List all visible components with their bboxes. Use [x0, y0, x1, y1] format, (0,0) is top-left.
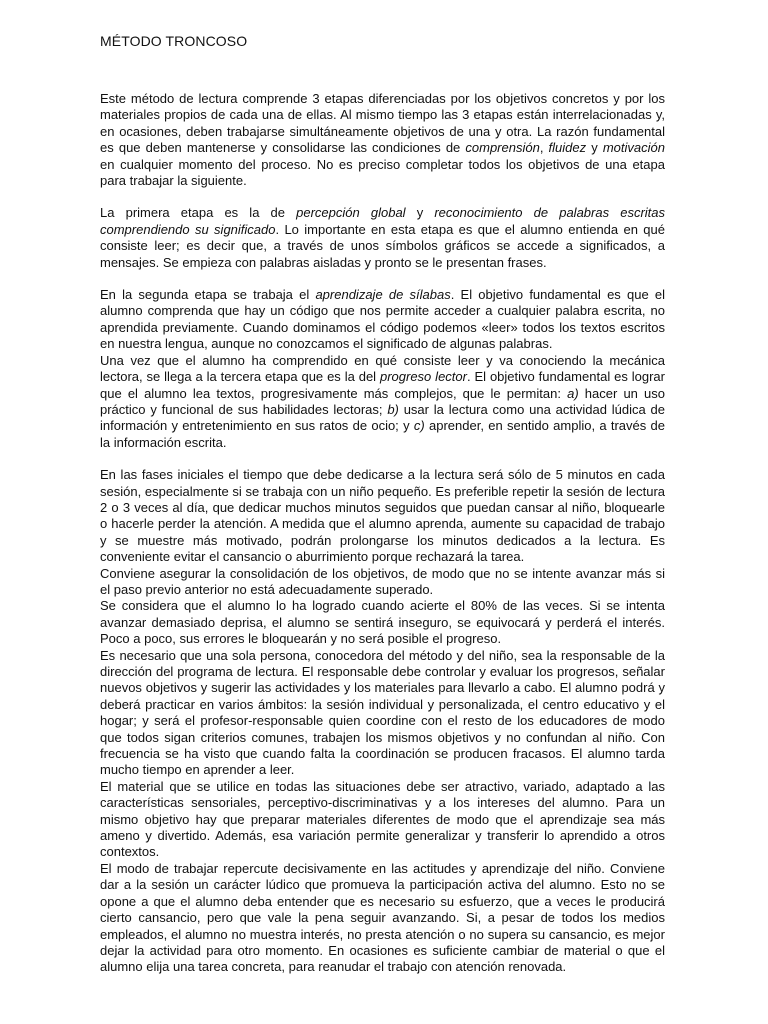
text-run: En la segunda etapa se trabaja el — [100, 287, 316, 303]
italic-term: a) — [567, 385, 579, 401]
text-run: Este método de lectura comprende 3 etapas diferenciadas por los objetivos concretos y por los materiales propios de cada una de ellas. Al mismo tiempo las 3 etapas están interrelacionadas y, en ocasiones, deben trabajarse simultáneamente objetivos de una y otra. La razón fundamental es que deben mantenerse y consolidarse las condiciones de — [100, 91, 665, 156]
italic-term: fluidez — [548, 140, 587, 156]
paragraph-materials: El material que se utilice en todas las situaciones debe ser atractivo, variado, adaptado a las características sensoriales, perceptivo-discriminativas y a los intereses del alumno. Para un mismo objetivo hay que preparar materiales diferentes de modo que el aprendizaje sea más ameno y divertido. Además, esa variación permite generalizar y transferir lo aprendido a otros contextos. — [100, 778, 665, 860]
paragraph-success-criteria: Se considera que el alumno lo ha logrado cuando acierte el 80% de las veces. Si se intenta avanzar demasiado deprisa, el alumno se sentirá inseguro, se equivocará y perderá el interés. Poco a poco, sus errores le bloquearán y no será posible el progreso. — [100, 598, 665, 647]
paragraph-working-mode: El modo de trabajar repercute decisivamente en las actitudes y aprendizaje del niño. Conviene dar a la sesión un carácter lúdico que promueva la participación activa del alumno. Esto no se opone a que el alumno deba entender que es necesario su esfuerzo, que a veces le producirá cierto cansancio, pero que vale la pena seguir avanzando. Si, a pesar de todos los medios empleados, el alumno no muestra interés, no presta atención o no supera su cansancio, es mejor dejar la actividad para otro momento. En ocasiones es suficiente cambiar de material o que el alumno elija una tarea concreta, para reanudar el trabajo con atención renovada. — [100, 860, 665, 975]
text-run: y — [405, 205, 435, 221]
text-run: Una vez que el alumno ha comprendido en qué consiste leer y va conociendo la mecánica lectora, se llega a la tercera etapa que es la del — [100, 352, 665, 385]
paragraph-first-stage — [100, 205, 665, 271]
text-run: . El objetivo fundamental es lograr que el alumno lea textos, progresivamente más complejos, que le permitan: — [100, 369, 665, 401]
italic-term: progreso lector — [379, 369, 467, 385]
text-run: usar la lectura como una actividad lúdica de información y entretenimiento en sus ratos de ocio; y — [100, 401, 665, 434]
italic-term: percepción global — [296, 205, 406, 221]
text-run: y — [586, 140, 603, 156]
paragraph-responsible-person: Es necesario que una sola persona, conocedora del método y del niño, sea la responsable de la dirección del programa de lectura. El responsable debe controlar y evaluar los progresos, señalar nuevos objetivos y sugerir las actividades y los materiales para llevarlo a cabo. El alumno podrá y deberá practicar en varios ámbitos: la sesión individual y personalizada, el centro educativo y el hogar; y será el profesor-responsable quien coordine con el resto de los educadores de modo que todos sigan criterios comunes, trabajen los mismos objetivos y no confundan al niño. Con frecuencia se ha visto que cuando falta la coordinación se producen fracasos. El alumno tarda mucho tiempo en aprender a leer. — [100, 647, 665, 778]
paragraph-consolidation: Conviene asegurar la consolidación de los objetivos, de modo que no se intente avanzar más si el paso previo anterior no está adecuadamente superado. — [100, 565, 665, 597]
text-run: , — [539, 140, 549, 156]
italic-term: b) — [387, 401, 399, 417]
text-run: La primera etapa es la de — [100, 205, 297, 221]
paragraph-initial-phases: En las fases iniciales el tiempo que debe dedicarse a la lectura será sólo de 5 minutos en cada sesión, especialmente si se trabaja con un niño pequeño. Es preferible repetir la sesión de lectura 2 o 3 veces al día, que dedicar muchos minutos seguidos que puedan cansar al niño, bloquearle o hacerle perder la atención. A medida que el alumno aprenda, aumente su capacidad de trabajo y se muestre más motivado, podrán prolongarse los minutos dedicados a la lectura. Es conveniente evitar el cansancio o aburrimiento porque rechazará la tarea. — [100, 467, 665, 565]
italic-term: motivación — [602, 140, 665, 156]
text-run: aprender, en sentido amplio, a través de la información escrita. — [100, 418, 666, 450]
italic-term: aprendizaje de sílabas — [315, 287, 451, 303]
text-run: . Lo importante en esta etapa es que el alumno entienda en qué consiste leer; es decir que, a través de unos símbolos gráficos se accede a significados, a mensajes. Se empieza con palabras aisladas y pronto se le presentan frases. — [100, 221, 665, 270]
text-run: . El objetivo fundamental es que el alumno comprenda que hay un código que nos permite acceder a cualquier palabra escrita, no aprendida previamente. Cuando dominamos el código podemos «leer» todos los textos escritos en nuestra lengua, aunque no conozcamos el significado de algunas palabras. — [100, 287, 666, 352]
paragraph-third-stage — [100, 353, 665, 451]
italic-term: reconocimiento de palabras escritas comprendiendo su significado — [100, 205, 666, 237]
document-page — [100, 33, 665, 976]
paragraph-intro — [100, 91, 665, 189]
paragraph-second-stage — [100, 287, 665, 353]
document-title: MÉTODO TRONCOSO — [100, 33, 248, 49]
italic-term: c) — [413, 418, 425, 434]
italic-term: comprensión — [465, 140, 540, 156]
text-run: hacer un uso práctico y funcional de sus habilidades lectoras; — [100, 385, 665, 417]
text-run: en cualquier momento del proceso. No es preciso completar todos los objetivos de una etapa para trabajar la siguiente. — [100, 156, 665, 189]
